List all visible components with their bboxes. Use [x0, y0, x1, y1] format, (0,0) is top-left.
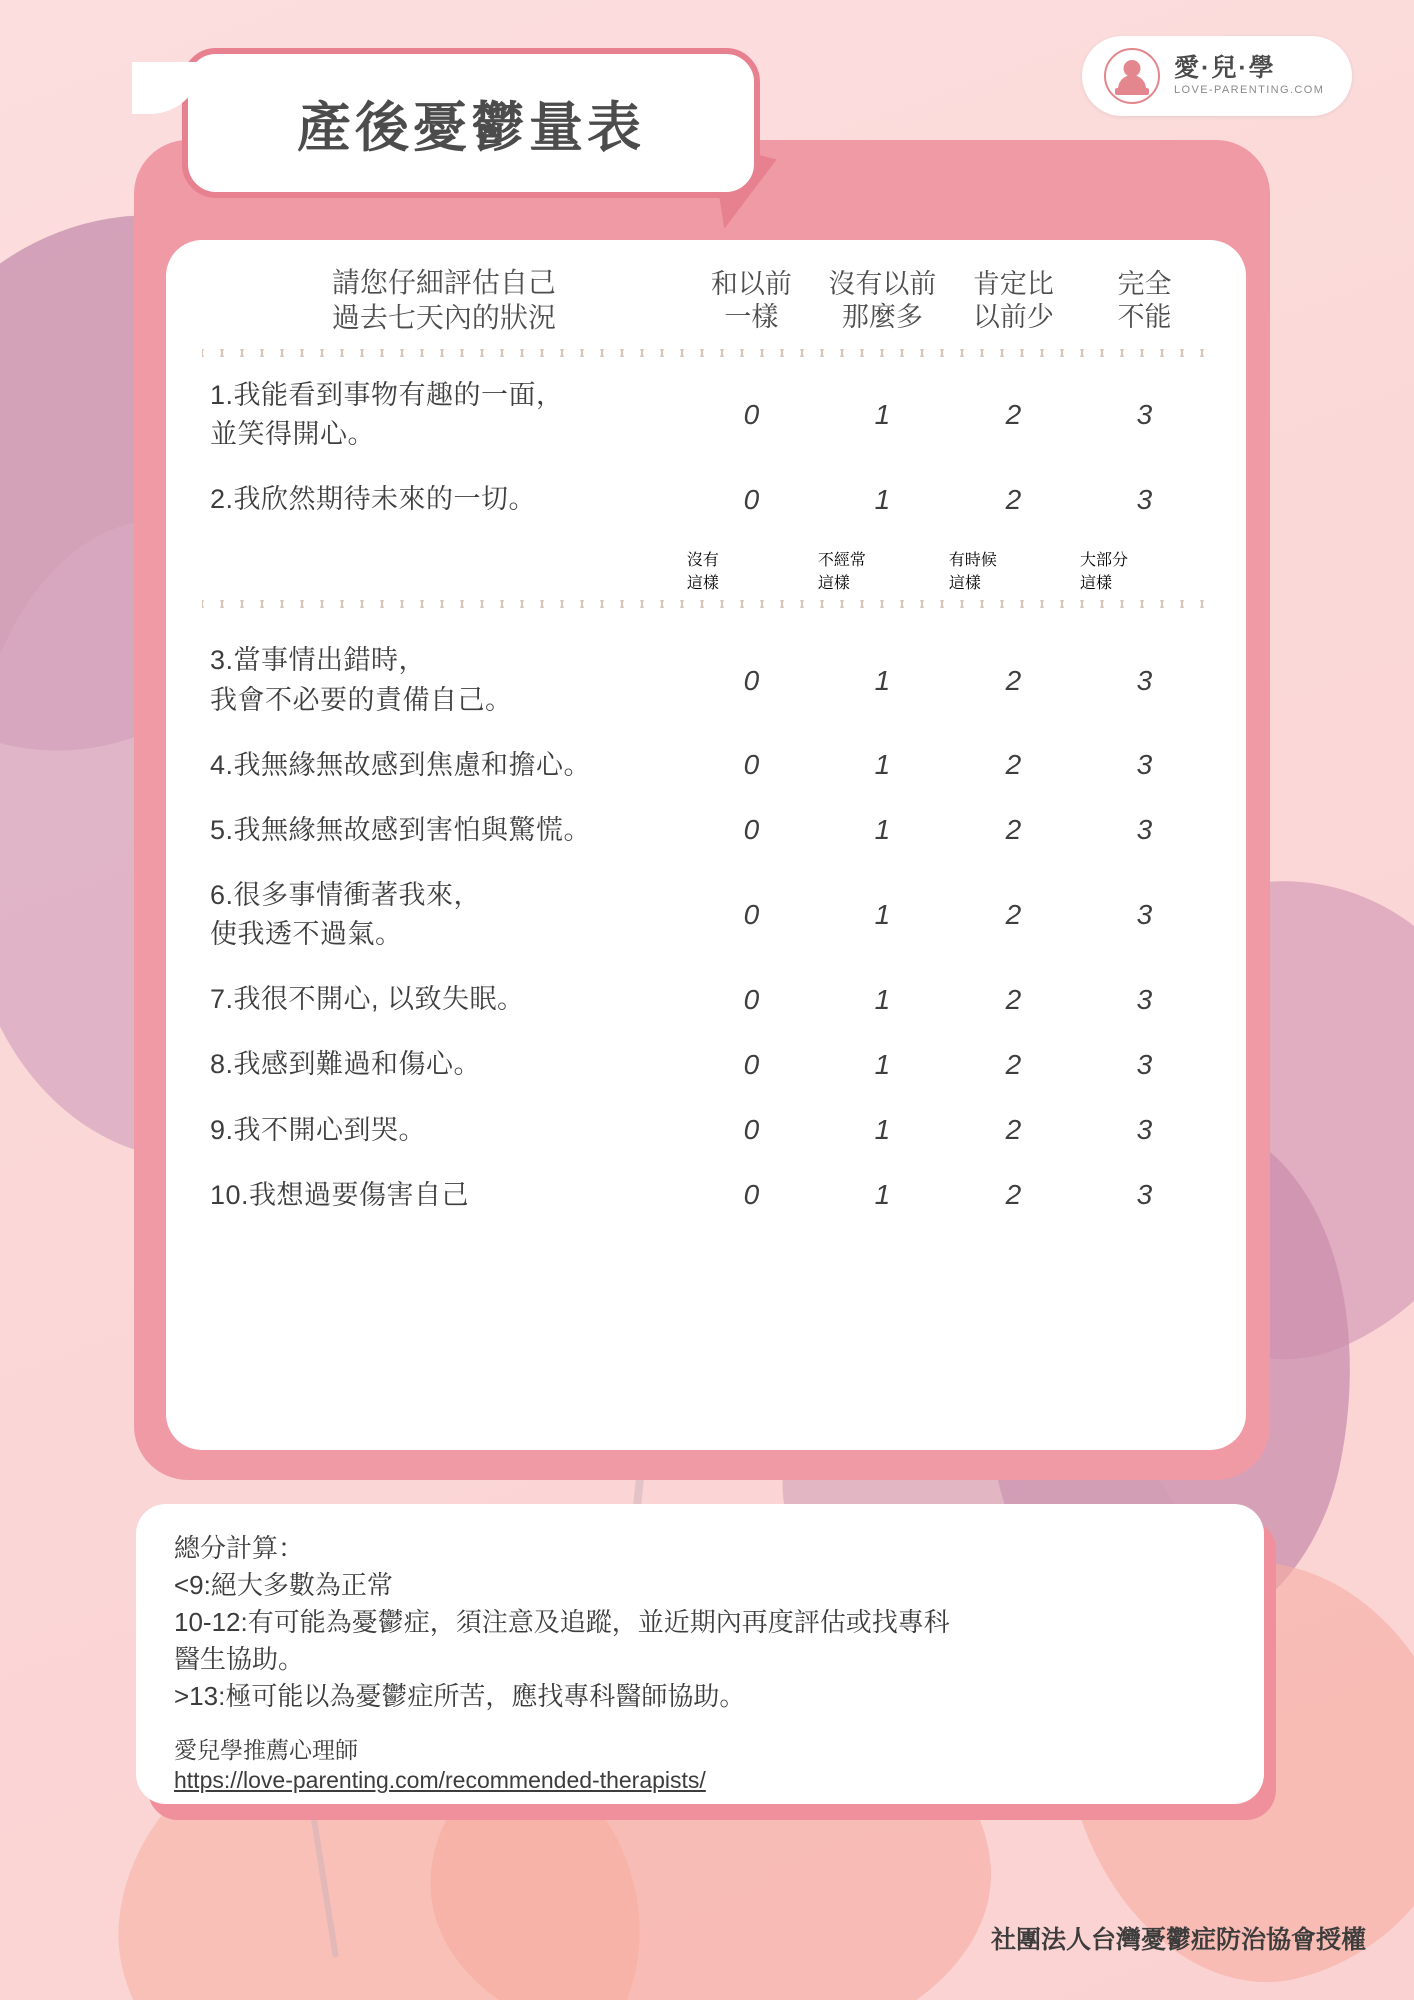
table-row[interactable] [202, 1098, 1210, 1163]
option-1[interactable]: 1 [874, 1179, 891, 1211]
column-header-line-1: 大部分 [1079, 552, 1128, 570]
column-header-g1-3 [1079, 264, 1210, 343]
scoring-card [136, 1504, 1264, 1804]
brand-name: 愛·兒·學 [1174, 54, 1276, 83]
table-row[interactable] [202, 628, 1210, 732]
option-2[interactable]: 2 [1005, 814, 1022, 846]
option-1[interactable]: 1 [874, 749, 891, 781]
scoring-range-3: >13:極可能以為憂鬱症所苦，應找專科醫師協助。 [174, 1680, 746, 1711]
column-header-line-2: 這樣 [948, 575, 981, 593]
option-2[interactable]: 2 [1005, 1114, 1022, 1146]
column-header-line-1: 有時候 [948, 552, 997, 570]
table-row[interactable] [202, 467, 1210, 532]
question-line-1: 3.當事情出錯時， [210, 645, 427, 676]
question-text [202, 363, 686, 467]
column-header-line-1: 肯定比 [972, 268, 1054, 299]
squiggle-divider [202, 600, 1210, 610]
question-text [202, 798, 686, 863]
table-row[interactable] [202, 1032, 1210, 1097]
table-row[interactable] [202, 363, 1210, 467]
column-header-line-2: 這樣 [817, 575, 850, 593]
option-2[interactable]: 2 [1005, 483, 1022, 515]
squiggle-divider [202, 349, 1210, 359]
page-title-bubble [182, 48, 760, 198]
question-text [202, 733, 686, 798]
column-header-g1-0 [686, 264, 817, 343]
question-text [202, 1098, 686, 1163]
scoring-range-2-cont: 醫生協助。 [174, 1643, 305, 1674]
option-3[interactable]: 3 [1136, 814, 1153, 846]
header-divider-row [202, 343, 1210, 363]
question-line-2: 使我透不過氣。 [210, 919, 403, 950]
question-line-1: 2.我欣然期待未來的一切。 [210, 484, 537, 515]
question-text [202, 863, 686, 967]
question-text [202, 467, 686, 532]
column-header-line-1: 和以前 [710, 268, 792, 299]
option-3[interactable]: 3 [1136, 983, 1153, 1015]
question-line-2: 並笑得開心。 [210, 419, 375, 450]
authorization-credit: 社團法人台灣憂鬱症防治協會授權 [990, 1926, 1366, 1954]
column-header-g2-2 [948, 546, 1079, 594]
column-header-g1-2 [948, 264, 1079, 343]
column-header-line-1: 沒有以前 [828, 268, 937, 299]
question-line-1: 4.我無緣無故感到焦慮和擔心。 [210, 749, 592, 780]
column-header-g2-3 [1079, 546, 1210, 594]
option-2[interactable]: 2 [1005, 1048, 1022, 1080]
instruction-line-2: 過去七天內的狀況 [331, 302, 556, 333]
column-header-line-2: 那麼多 [841, 302, 923, 333]
option-0[interactable]: 0 [743, 483, 760, 515]
column-header-line-2: 不能 [1117, 302, 1172, 333]
option-1[interactable]: 1 [874, 399, 891, 431]
column-header-g2-0 [686, 546, 817, 594]
question-line-1: 8.我感到難過和傷心。 [210, 1049, 482, 1080]
option-1[interactable]: 1 [874, 899, 891, 931]
option-3[interactable]: 3 [1136, 899, 1153, 931]
question-line-1: 9.我不開心到哭。 [210, 1114, 427, 1145]
row-spacer [202, 532, 1210, 546]
option-1[interactable]: 1 [874, 814, 891, 846]
option-0[interactable]: 0 [743, 1114, 760, 1146]
recommend-link[interactable]: https://love-parenting.com/recommended-therapists/ [174, 1767, 706, 1794]
option-0[interactable]: 0 [743, 1179, 760, 1211]
group2-divider-row [202, 594, 1210, 614]
page-title: 產後憂鬱量表 [297, 97, 645, 158]
option-3[interactable]: 3 [1136, 1114, 1153, 1146]
questionnaire-card [166, 240, 1246, 1450]
question-text [202, 967, 686, 1032]
brand-url: LOVE-PARENTING.COM [1174, 84, 1325, 97]
option-3[interactable]: 3 [1136, 664, 1153, 696]
option-1[interactable]: 1 [874, 983, 891, 1015]
option-0[interactable]: 0 [743, 664, 760, 696]
column-header-g1-1 [817, 264, 948, 343]
question-text [202, 1032, 686, 1097]
table-row[interactable] [202, 1163, 1210, 1228]
brand-logo [1082, 36, 1352, 116]
instruction-line-1: 請您仔細評估自己 [331, 267, 556, 298]
option-3[interactable]: 3 [1136, 1179, 1153, 1211]
parent-child-icon [1104, 48, 1160, 104]
column-header-line-1: 完全 [1117, 268, 1172, 299]
instruction-header [202, 264, 686, 343]
scoring-title: 總分計算： [174, 1533, 305, 1563]
question-text [202, 1163, 686, 1228]
scoring-range-1: <9:絕大多數為正常 [174, 1569, 393, 1600]
option-2[interactable]: 2 [1005, 899, 1022, 931]
table-row[interactable] [202, 733, 1210, 798]
question-line-1: 7.我很不開心, 以致失眠。 [210, 984, 525, 1015]
option-3[interactable]: 3 [1136, 399, 1153, 431]
option-1[interactable]: 1 [874, 1114, 891, 1146]
option-2[interactable]: 2 [1005, 399, 1022, 431]
option-2[interactable]: 2 [1005, 983, 1022, 1015]
question-text [202, 628, 686, 732]
option-3[interactable]: 3 [1136, 749, 1153, 781]
table-row[interactable] [202, 967, 1210, 1032]
column-header-g2-1 [817, 546, 948, 594]
option-3[interactable]: 3 [1136, 1048, 1153, 1080]
column-header-line-2: 一樣 [724, 302, 779, 333]
question-line-1: 5.我無緣無故感到害怕與驚慌。 [210, 814, 592, 845]
option-2[interactable]: 2 [1005, 749, 1022, 781]
row-spacer [202, 614, 1210, 628]
table-header-row-group2 [202, 546, 1210, 594]
recommend-label: 愛兒學推薦心理師 [174, 1736, 358, 1763]
option-3[interactable]: 3 [1136, 483, 1153, 515]
column-header-line-2: 這樣 [686, 575, 719, 593]
column-header-line-2: 以前少 [972, 302, 1054, 333]
question-line-1: 1.我能看到事物有趣的一面， [210, 380, 564, 410]
option-1[interactable]: 1 [874, 483, 891, 515]
column-header-line-2: 這樣 [1079, 575, 1112, 593]
option-1[interactable]: 1 [874, 664, 891, 696]
table-header-row-group1 [202, 264, 1210, 343]
option-0[interactable]: 0 [743, 399, 760, 431]
scoring-range-2: 10-12:有可能為憂鬱症，須注意及追蹤，並近期內再度評估或找專科 [174, 1606, 950, 1637]
option-0[interactable]: 0 [743, 983, 760, 1015]
question-line-2: 我會不必要的責備自己。 [210, 684, 513, 715]
option-2[interactable]: 2 [1005, 664, 1022, 696]
option-2[interactable]: 2 [1005, 1179, 1022, 1211]
option-0[interactable]: 0 [743, 899, 760, 931]
option-1[interactable]: 1 [874, 1048, 891, 1080]
table-row[interactable] [202, 798, 1210, 863]
question-line-1: 6.很多事情衝著我來， [210, 879, 482, 910]
column-header-line-1: 沒有 [686, 552, 719, 570]
column-header-line-1: 不經常 [817, 552, 866, 570]
option-0[interactable]: 0 [743, 814, 760, 846]
option-0[interactable]: 0 [743, 1048, 760, 1080]
option-0[interactable]: 0 [743, 749, 760, 781]
table-row[interactable] [202, 863, 1210, 967]
question-line-1: 10.我想過要傷害自己 [210, 1179, 470, 1210]
scale-table [202, 264, 1210, 1228]
